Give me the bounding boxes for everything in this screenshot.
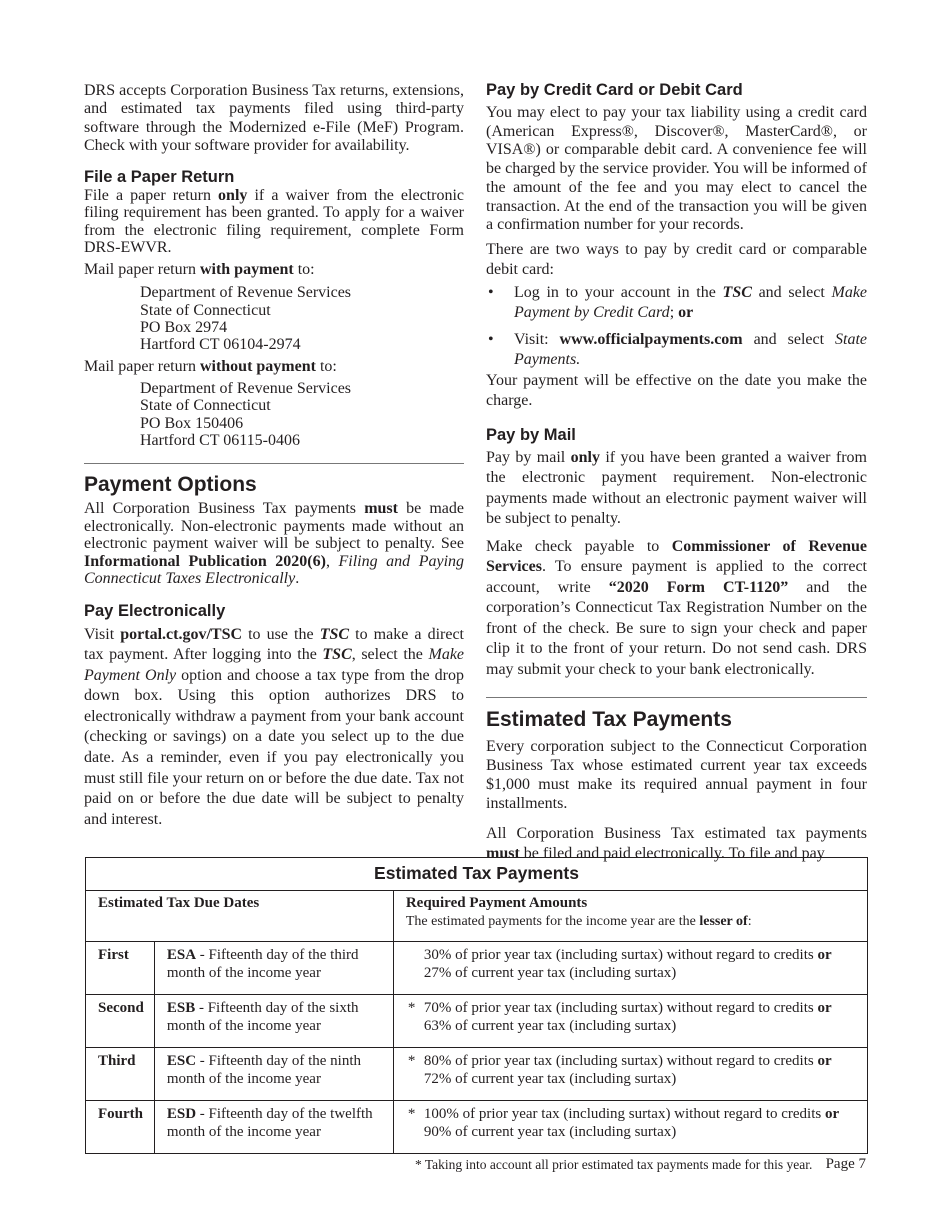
due-date-cell [154,1101,393,1154]
asterisk: * [407,1053,416,1069]
text-run: be made electronically. Non-electronic payments made without an electronic payment waiver will be subject to penalty. See [84,500,465,552]
text-run: : [747,913,752,929]
text-run: 63% of current year tax (including surtax) [423,1017,677,1034]
text-run: Commissioner of Revenue Services [486,537,867,576]
text-run: Mail paper return [84,261,200,279]
due-date-cell [154,942,393,995]
due-dates-header-label: Estimated Tax Due Dates [98,895,260,911]
text-run: to: [293,261,315,279]
text-run: Visit: [514,330,560,348]
bullet-item-officialpayments [486,330,867,370]
pay-electronically-paragraph [84,625,464,831]
text-run: You may elect to pay your tax liability using a credit card (American Express®, Discover®, MasterCard®, or VISA®) or comparable debit card. A convenience fee will be charged by the service provider. You will be informed of the amount of the fee and you may elect to cancel the transaction. At the end of the transaction you will be given a confirmation number for your records. [486,104,867,234]
text-run: DRS accepts Corporation Business Tax returns, extensions, and estimated tax payments filed using third-party software through the Modernized e-File (MeF) Program. Check with your software provider for availability. [84,82,464,154]
text-run: , select the [351,646,429,664]
text-run: or [817,1000,832,1016]
section-divider [84,463,464,464]
credit-card-paragraph [486,104,867,235]
table-footnote: * Taking into account all prior estimated tax payments made for this year. [415,1157,813,1172]
amounts-header-label: Required Payment Amounts [405,895,588,911]
installment-code: ESA [166,947,197,963]
text-run: only [218,187,248,205]
text-run: to: [315,358,337,376]
text-run: Pay by mail [486,448,571,466]
file-paper-return-heading: File a Paper Return [84,168,235,187]
mail-with-payment-label [84,261,464,279]
address-line: Department of Revenue Services [140,284,352,302]
text-run: 30% of prior year tax (including surtax) without regard to credits [423,947,818,963]
text-run: Informational Publication 2020(6) [84,552,326,570]
text-run: . [295,570,300,587]
installment-code: ESC [166,1053,197,1069]
address-line: Hartford CT 06104-2974 [140,335,301,353]
installment-ordinal: Third [86,1048,155,1101]
text-run: without payment [199,358,316,376]
text-run: . To ensure payment is applied to the correct account, write [486,558,867,596]
installment-code: ESB [166,1000,196,1016]
asterisk [408,947,424,982]
address-with-payment [140,284,464,353]
address-line: State of Connecticut [140,397,271,415]
text-run: The estimated payments for the income year are the [405,913,700,929]
amounts-subheader [406,913,855,931]
amount-cell [393,1101,867,1154]
text-run: Make Payment Only [84,646,465,684]
table-title: Estimated Tax Payments [86,858,868,891]
text-run: to make a direct tax payment. After logging into the [84,625,465,664]
estimated-tax-heading: Estimated Tax Payments [486,708,732,732]
text-run: , [325,552,339,570]
amount-text [424,1000,857,1035]
text-run: 80% of prior year tax (including surtax) without regard to credits [423,1053,818,1069]
amount-text [424,1106,857,1141]
text-run: TSC [322,646,352,664]
text-run: Log in to your account in the [514,283,723,301]
estimated-tax-paragraph-1 [486,738,867,813]
address-line: Department of Revenue Services [140,380,352,398]
text-run: All Corporation Business Tax payments [84,500,365,517]
text-run: “2020 Form CT-1120” [608,578,789,596]
text-run: or [678,303,694,321]
bullet-icon: • [488,283,494,301]
text-run: Make Payment by Credit Card [514,283,868,321]
bullet-text [514,330,867,370]
bullet-text [514,283,867,323]
text-run: portal.ct.gov/TSC [120,625,243,643]
text-run: Visit [84,625,121,643]
bullet-item-tsc [486,283,867,323]
installment-ordinal: Second [86,995,155,1048]
text-run: be filed and paid electronically. To file and pay [519,844,825,862]
text-run: TSC [722,283,752,301]
text-run: Filing and Paying Connecticut Taxes Electronically [84,552,465,587]
due-date-text: - Fifteenth day of the sixth month of the income year [166,1000,359,1034]
address-without-payment [140,380,464,449]
text-run: All Corporation Business Tax estimated tax payments [486,824,867,842]
table-row [86,1101,868,1154]
pay-electronically-heading: Pay Electronically [84,601,226,620]
due-date-text: - Fifteenth day of the third month of the income year [166,947,359,981]
text-run: with payment [199,261,294,279]
payment-options-heading: Payment Options [84,473,257,496]
check-payable-paragraph [486,537,867,681]
payment-options-paragraph [84,500,464,588]
asterisk: * [407,1000,416,1016]
text-run: if a waiver from the electronic filing requirement has been granted. To apply for a waiver from the electronic filing requirement, complete Form DRS-EWVR. [84,187,464,257]
due-date-text: - Fifteenth day of the twelfth month of the income year [166,1106,373,1140]
text-run: lesser of [699,913,748,929]
text-run: 27% of current year tax (including surtax) [423,964,677,981]
text-run: or [817,1053,832,1069]
text-run: option and choose a tax type from the drop down box. Using this option authorizes DRS to electronically withdraw a payment from your bank account (checking or savings) on a date you select up to the due date. As a reminder, even if you pay electronically you must still file your return on or before the due date. Tax not paid on or before the due date will be subject to penalty and interest. [84,666,465,828]
due-date-cell [154,995,393,1048]
pay-by-mail-paragraph [486,448,867,530]
text-run: or [824,1106,840,1122]
right-column [486,80,867,864]
text-run: 70% of prior year tax (including surtax) without regard to credits [423,1000,818,1016]
text-run: must [364,500,398,517]
table-row [86,942,868,995]
text-run: There are two ways to pay by credit card or comparable debit card: [486,240,867,278]
amount-cell [393,942,867,995]
mail-without-payment-label [84,358,464,376]
address-line: PO Box 150406 [140,414,244,432]
address-line: State of Connecticut [140,301,271,319]
text-run: State Payments. [514,330,867,368]
text-run: and select [742,330,835,348]
text-run: TSC [319,625,350,643]
table-row [86,1048,868,1101]
text-run: Make check payable to [486,537,672,555]
text-run: Your payment will be effective on the date you make the charge. [486,371,867,409]
text-run: to use the [242,625,320,643]
amount-text [424,947,857,982]
page-number: Page 7 [825,1156,866,1172]
text-run: File a paper return [84,187,219,205]
two-ways-paragraph [486,240,867,280]
installment-ordinal: First [86,942,155,995]
text-run: if you have been granted a waiver from the electronic payment requirement. Non-electronic payments made without an electronic payment waiver will be subject to penalty. [486,448,868,528]
table-row [86,995,868,1048]
text-run: and the corporation’s Connecticut Tax Registration Number on the front of the check. Be sure to sign your check and paper clip it to the front of your return. Do not send cash. DRS may submit your check to your bank electronically. [486,578,868,678]
asterisk: * [407,1106,416,1122]
amount-cell [393,995,867,1048]
text-run: ; [669,303,679,321]
text-run: www.officialpayments.com [559,330,743,348]
text-run: 90% of current year tax (including surtax) [423,1123,677,1140]
credit-card-heading: Pay by Credit Card or Debit Card [486,81,743,99]
section-divider [486,697,867,698]
estimated-tax-table-section [85,857,868,1173]
intro-paragraph [84,82,464,155]
text-run: only [570,448,600,466]
text-run: or [817,947,832,963]
address-line: PO Box 2974 [140,318,228,336]
text-run: 72% of current year tax (including surtax) [423,1070,677,1087]
text-run: 100% of prior year tax (including surtax) without regard to credits [423,1106,825,1122]
amount-text [424,1053,857,1088]
due-date-cell [154,1048,393,1101]
due-dates-header [86,891,394,942]
text-run: Mail paper return [84,358,200,376]
text-run: Every corporation subject to the Connecticut Corporation Business Tax whose estimated current year tax exceeds $1,000 must make its required annual payment in four installments. [486,738,867,812]
paper-return-paragraph [84,187,464,256]
bullet-icon: • [488,330,494,348]
installment-ordinal: Fourth [86,1101,155,1154]
amounts-header [393,891,867,942]
text-run: must [486,844,520,862]
text-run: and select [751,283,832,301]
installment-code: ESD [166,1106,197,1122]
address-line: Hartford CT 06115-0406 [140,431,300,449]
amount-cell [393,1048,867,1101]
left-column [84,82,464,830]
effective-date-paragraph [486,371,867,411]
estimated-tax-payments-table [85,857,868,1154]
pay-by-mail-heading: Pay by Mail [486,425,576,444]
due-date-text: - Fifteenth day of the ninth month of the income year [166,1053,361,1087]
